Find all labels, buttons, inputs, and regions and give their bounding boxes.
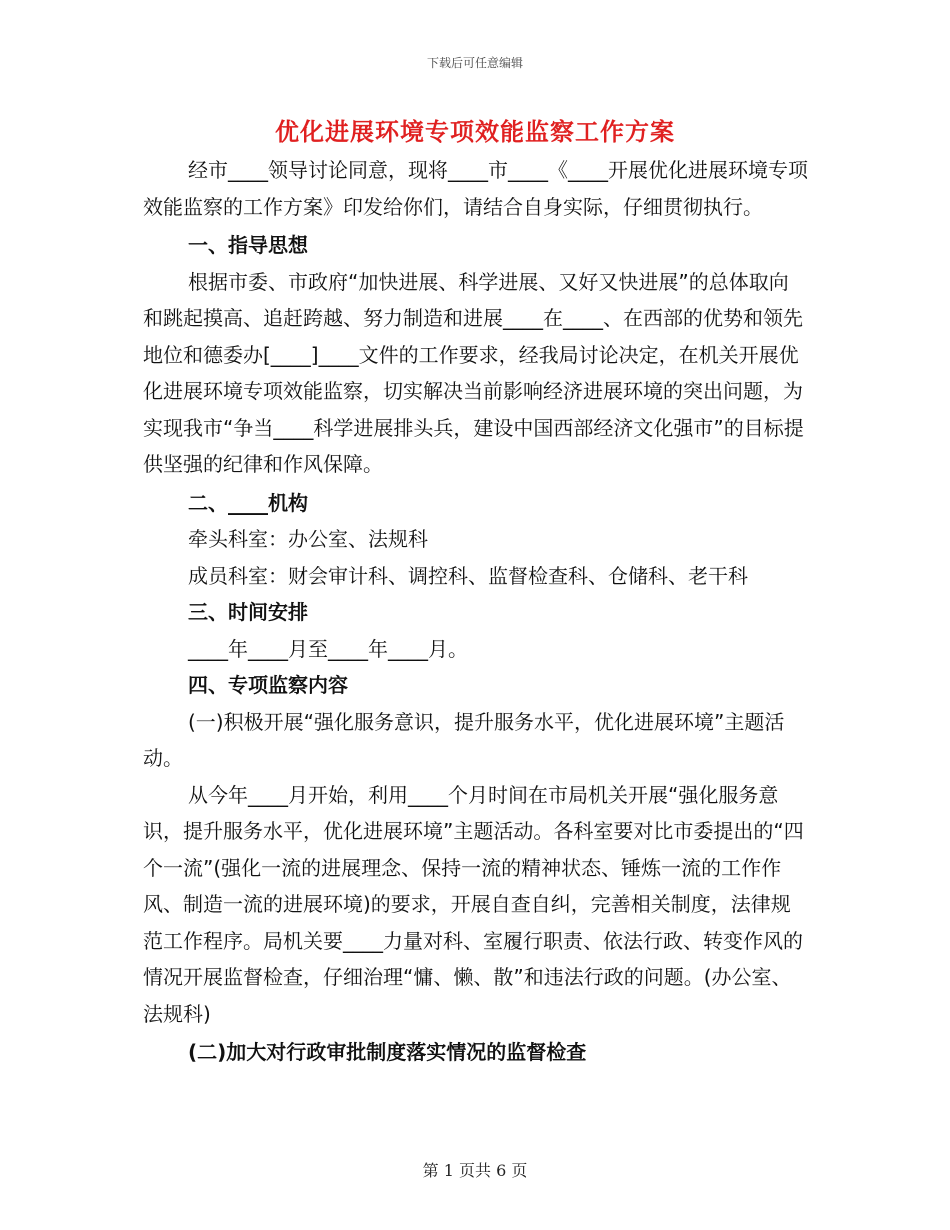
- page-footer: 第 1 页共 6 页: [422, 1161, 528, 1180]
- item-1-title: (一)积极开展“强化服务意识，提升服务水平，优化进展环境”主题活动。: [143, 709, 785, 770]
- document-body: [143, 152, 808, 1071]
- member-departments: 成员科室：财会审计科、调控科、监督检查科、仓储科、老干科: [188, 563, 748, 588]
- section-1-heading: 一、指导思想: [188, 233, 308, 257]
- schedule-text: ____年____月至____年____月。: [188, 636, 468, 661]
- item-2-title: (二)加大对行政审批制度落实情况的监督检查: [188, 1040, 587, 1064]
- document-title: 优化进展环境专项效能监察工作方案: [275, 118, 675, 146]
- section-2-heading: 二、____机构: [188, 490, 308, 515]
- section-3-heading: 三、时间安排: [188, 600, 308, 624]
- item-1-body: 从今年____月开始，利用____个月时间在市局机关开展“强化服务意识，提升服务水平，优化进展环境”主题活动。各科室要对比市委提出的“四个一流”(强化一流的进展理念、保持一流的精神状态、锤炼一流的工作作风、制造一流的进展环境)的要求，开展自查自纠，完善相关制度，法律规范工作程序。局机关要____力量对科、室履行职责、依法行政、转变作风的情况开展监督检查，仔细治理“慵、懒、散”和违法行政的问题。(办公室、法规科): [143, 782, 804, 1026]
- lead-department: 牵头科室：办公室、法规科: [188, 527, 428, 551]
- section-1-body: 根据市委、市政府“加快进展、科学进展、又好又快进展”的总体取向和跳起摸高、追赶跨越、努力制造和进展____在____、在西部的优势和领先地位和德委办[____]____文件的工作要求，经我局讨论决定，在机关开展优化进展环境专项效能监察，切实解决当前影响经济进展环境的突出问题，为实现我市“争当____科学进展排头兵，建设中国西部经济文化强市”的目标提供坚强的纪律和作风保障。: [143, 269, 804, 476]
- section-4-heading: 四、专项监察内容: [188, 673, 348, 697]
- header-note: 下载后可任意编辑: [426, 56, 523, 70]
- intro-paragraph: 经市____领导讨论同意，现将____市____《____开展优化进展环境专项效能监察的工作方案》印发给你们，请结合自身实际，仔细贯彻执行。: [143, 158, 808, 219]
